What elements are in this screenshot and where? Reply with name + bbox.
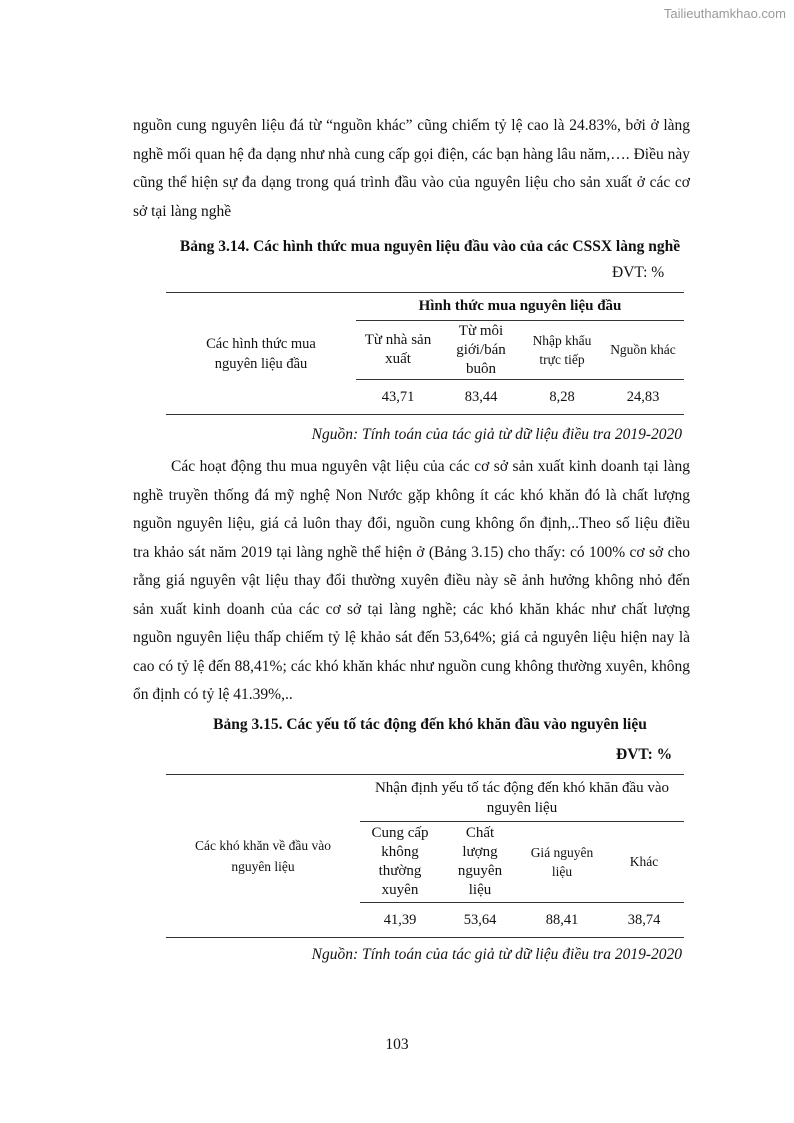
table2-col-2: Chất lượng nguyên liệu — [440, 822, 520, 903]
table1-unit: ĐVT: % — [612, 264, 665, 281]
page-number: 103 — [385, 1036, 409, 1053]
table2-col-4: Khác — [604, 822, 684, 903]
table1-row-header: Các hình thức mua nguyên liệu đầu — [166, 293, 356, 415]
table2-row-header: Các khó khăn về đầu vào nguyên liệu — [166, 775, 360, 938]
table2-source: Nguồn: Tính toán của tác giả từ dữ liệu điều tra 2019-2020 — [311, 946, 682, 963]
table1-col-1: Từ nhà sản xuất — [356, 321, 440, 380]
table2-value: 88,41 — [520, 903, 604, 938]
paragraph-intro: nguồn cung nguyên liệu đá từ “nguồn khác” cũng chiếm tỷ lệ cao là 24.83%, bởi ở làng nghề mối quan hệ đa dạng như nhà cung cấp gọi điện, các bạn hàng lâu năm,…. Điều này cũng thể hiện sự đa dạng trong quá trình đầu vào của nguyên liệu cho sản xuất ở các cơ sở tại làng nghề — [133, 117, 690, 220]
table2-value: 53,64 — [440, 903, 520, 938]
table1-col-2: Từ môi giới/bán buôn — [440, 321, 522, 380]
table1-title: Bảng 3.14. Các hình thức mua nguyên liệu đầu vào của các CSSX làng nghề — [179, 238, 681, 255]
table1-value: 43,71 — [356, 380, 440, 415]
table1-value: 83,44 — [440, 380, 522, 415]
table1-group-header: Hình thức mua nguyên liệu đầu — [356, 293, 684, 321]
paragraph-analysis: Các hoạt động thu mua nguyên vật liệu của các cơ sở sản xuất kinh doanh tại làng nghề truyền thống đá mỹ nghệ Non Nước gặp không ít các khó khăn đó là chất lượng nguồn nguyên liệu, giá cả luôn thay đổi, nguồn cung không ổn định,..Theo số liệu điều tra khảo sát năm 2019 tại làng nghề thể hiện ở (Bảng 3.15) cho thấy: có 100% cơ sở cho rằng giá nguyên vật liệu thay đổi thường xuyên điều này sẽ ảnh hưởng không nhỏ đến sản xuất kinh doanh của các cơ sở tại làng nghề; các khó khăn khác như chất lượng nguồn nguyên liệu thấp chiếm tỷ lệ khảo sát đến 53,64%; giá cả nguyên liệu hiện nay là cao có tỷ lệ đến 88,41%; các khó khăn khác như nguồn cung không thường xuyên, không ổn định có tỷ lệ 41.39%,.. — [133, 458, 690, 703]
table2-col-3: Giá nguyên liệu — [520, 822, 604, 903]
table2-group-header: Nhận định yếu tố tác động đến khó khăn đầu vào nguyên liệu — [360, 775, 684, 822]
table1-value: 8,28 — [522, 380, 602, 415]
watermark: Tailieuthamkhao.com — [663, 6, 786, 21]
table1-source: Nguồn: Tính toán của tác giả từ dữ liệu điều tra 2019-2020 — [311, 426, 682, 443]
table2 — [166, 774, 684, 938]
table2-value: 38,74 — [604, 903, 684, 938]
table1-value: 24,83 — [602, 380, 684, 415]
table2-unit: ĐVT: % — [616, 746, 673, 763]
table1-col-3: Nhập khẩu trực tiếp — [522, 321, 602, 380]
table2-value: 41,39 — [360, 903, 440, 938]
table1 — [166, 292, 684, 415]
table2-col-1: Cung cấp không thường xuyên — [360, 822, 440, 903]
table2-title: Bảng 3.15. Các yếu tố tác động đến khó khăn đầu vào nguyên liệu — [213, 716, 647, 733]
table1-col-4: Nguồn khác — [602, 321, 684, 380]
